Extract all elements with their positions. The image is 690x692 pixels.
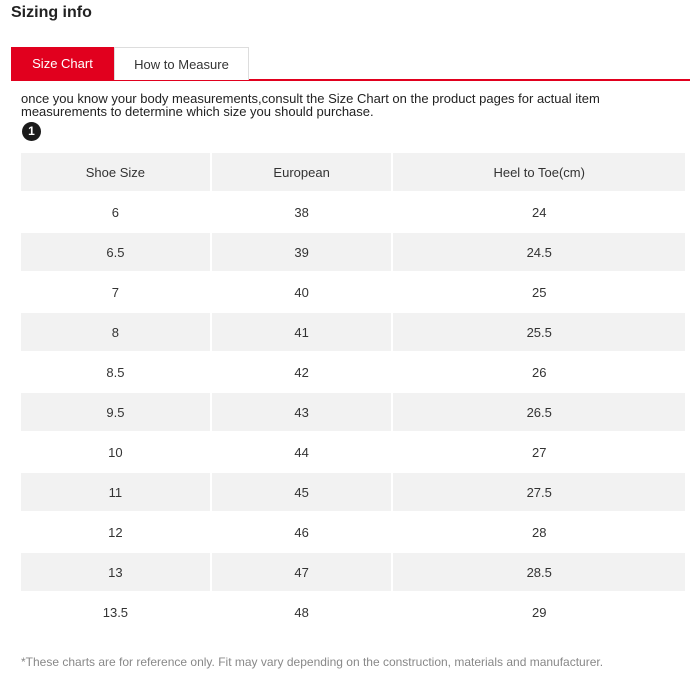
table-row [21,473,685,511]
cell-european: 42 [212,353,392,391]
tab-size-chart[interactable]: Size Chart [11,47,114,80]
cell-european: 41 [212,313,392,351]
cell-heel-to-toe: 28.5 [393,553,685,591]
column-header-heel-to-toe: Heel to Toe(cm) [393,153,685,191]
cell-shoe-size: 10 [21,433,210,471]
cell-shoe-size: 6.5 [21,233,210,271]
cell-european: 38 [212,193,392,231]
cell-european: 44 [212,433,392,471]
cell-european: 46 [212,513,392,551]
intro-text: once you know your body measurements,consult the Size Chart on the product pages for actual item measurements to determine which size you should purchase. [21,91,600,119]
cell-heel-to-toe: 28 [393,513,685,551]
cell-shoe-size: 12 [21,513,210,551]
cell-european: 40 [212,273,392,311]
table-row [21,433,685,471]
cell-european: 48 [212,593,392,631]
tab-bar [11,47,690,81]
column-header-shoe-size: Shoe Size [21,153,210,191]
cell-heel-to-toe: 24.5 [393,233,685,271]
table-row [21,193,685,231]
table-row [21,393,685,431]
cell-european: 45 [212,473,392,511]
cell-heel-to-toe: 26 [393,353,685,391]
column-header-european: European [212,153,392,191]
table-row [21,553,685,591]
cell-european: 39 [212,233,392,271]
cell-heel-to-toe: 25.5 [393,313,685,351]
cell-heel-to-toe: 29 [393,593,685,631]
cell-european: 47 [212,553,392,591]
table-row [21,513,685,551]
cell-heel-to-toe: 25 [393,273,685,311]
table-header-row [21,153,685,191]
tab-how-to-measure[interactable]: How to Measure [114,47,249,80]
table-row [21,593,685,631]
cell-shoe-size: 13 [21,553,210,591]
table-row [21,353,685,391]
footnote: *These charts are for reference only. Fit may vary depending on the construction, materials and manufacturer. [21,655,604,669]
cell-shoe-size: 9.5 [21,393,210,431]
cell-heel-to-toe: 27 [393,433,685,471]
cell-shoe-size: 13.5 [21,593,210,631]
cell-shoe-size: 8 [21,313,210,351]
page-title: Sizing info [11,4,92,21]
cell-heel-to-toe: 27.5 [393,473,685,511]
cell-shoe-size: 11 [21,473,210,511]
step-number-badge: 1 [22,122,41,141]
table-row [21,233,685,271]
cell-shoe-size: 7 [21,273,210,311]
size-chart-table [19,151,687,633]
cell-shoe-size: 6 [21,193,210,231]
table-row [21,273,685,311]
cell-shoe-size: 8.5 [21,353,210,391]
cell-heel-to-toe: 26.5 [393,393,685,431]
cell-european: 43 [212,393,392,431]
cell-heel-to-toe: 24 [393,193,685,231]
table-row [21,313,685,351]
